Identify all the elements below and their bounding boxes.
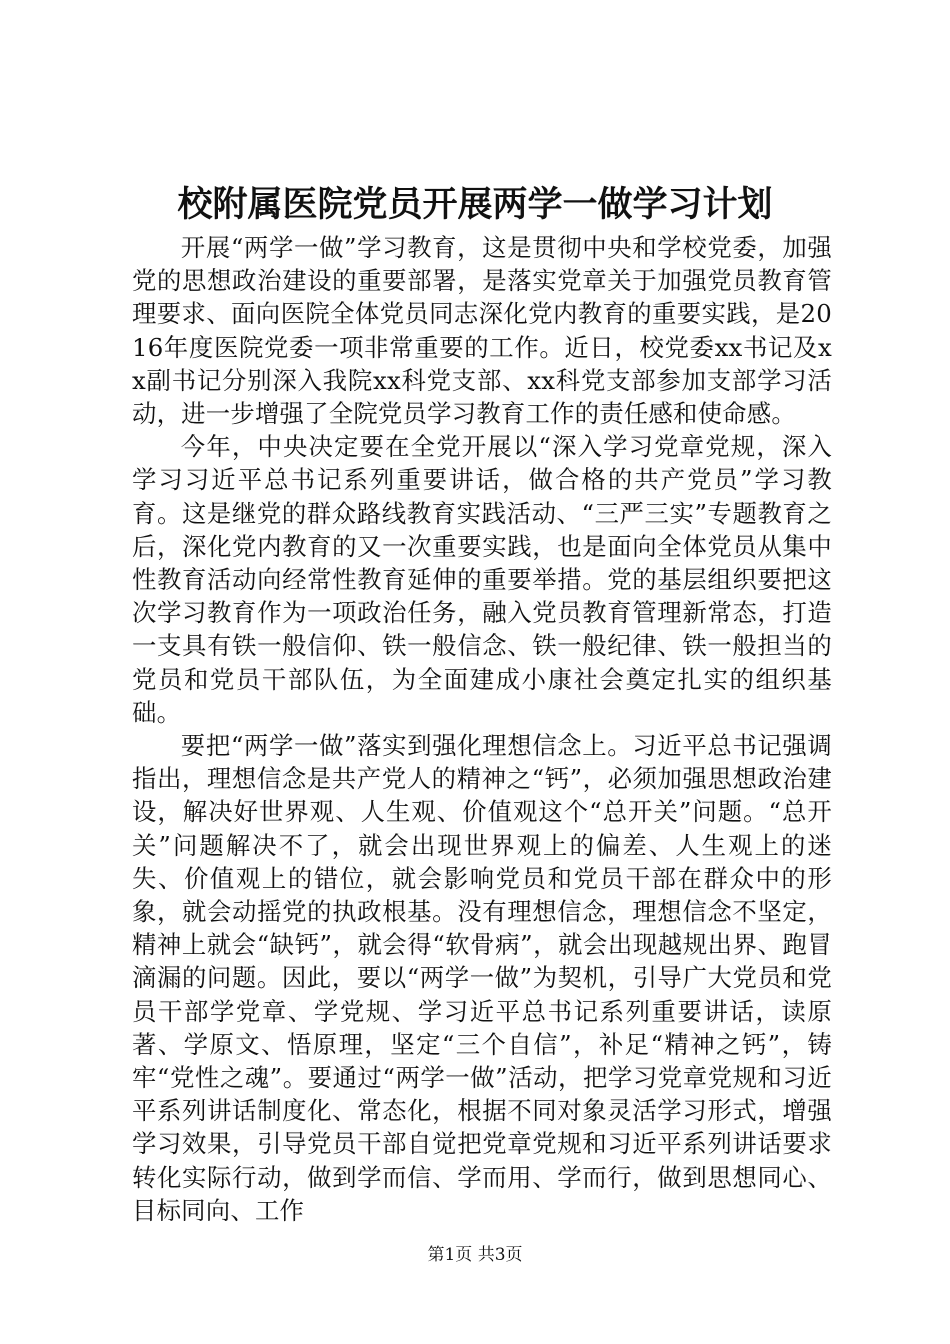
document-title: 校附属医院党员开展两学一做学习计划: [177, 184, 773, 225]
paragraph-3: 要把“两学一做”落实到强化理想信念上。习近平总书记强调指出，理想信念是共产党人的精神之“钙”，必须加强思想政治建设，解决好世界观、人生观、价值观这个“总开关”问题。“总开关”问题解决不了，就会出现世界观上的偏差、人生观上的迷失、价值观上的错位，就会影响党员和党员干部在群众中的形象，就会动摇党的执政根基。没有理想信念，理想信念不坚定，精神上就会“缺钙”，就会得“软骨病”，就会出现越规出界、跑冒滴漏的问题。因此，要以“两学一做”为契机，引导广大党员和党员干部学党章、学党规、学习近平总书记系列重要讲话，读原著、学原文、悟原理，坚定“三个自信”，补足“精神之钙”，铸牢“党性之魂”。要通过“两学一做”活动，把学习党章党规和习近平系列讲话制度化、常态化，根据不同对象灵活学习形式，增强学习效果，引导党员干部自觉把党章党规和习近平系列讲话要求转化实际行动，做到学而信、学而用、学而行，做到思想同心、目标同向、工作: [132, 731, 832, 1225]
page-footer: 第1页 共3页: [427, 1245, 523, 1265]
paragraph-1: 开展“两学一做”学习教育，这是贯彻中央和学校党委，加强党的思想政治建设的重要部署，是落实党章关于加强党员教育管理要求、面向医院全体党员同志深化党内教育的重要实践，是2016年度医院党委一项非常重要的工作。近日，校党委xx书记及xx副书记分别深入我院xx科党支部、xx科党支部参加支部学习活动，进一步增强了全院党员学习教育工作的责任感和使命感。: [132, 233, 832, 429]
document-body: [132, 231, 832, 1227]
paragraph-2: 今年，中央决定要在全党开展以“深入学习党章党规，深入学习习近平总书记系列重要讲话，做合格的共产党员”学习教育。这是继党的群众路线教育实践活动、“三严三实”专题教育之后，深化党内教育的又一次重要实践，也是面向全体党员从集中性教育活动向经常性教育延伸的重要举措。党的基层组织要把这次学习教育作为一项政治任务，融入党员教育管理新常态，打造一支具有铁一般信仰、铁一般信念、铁一般纪律、铁一般担当的党员和党员干部队伍，为全面建成小康社会奠定扎实的组织基础。: [132, 432, 832, 727]
